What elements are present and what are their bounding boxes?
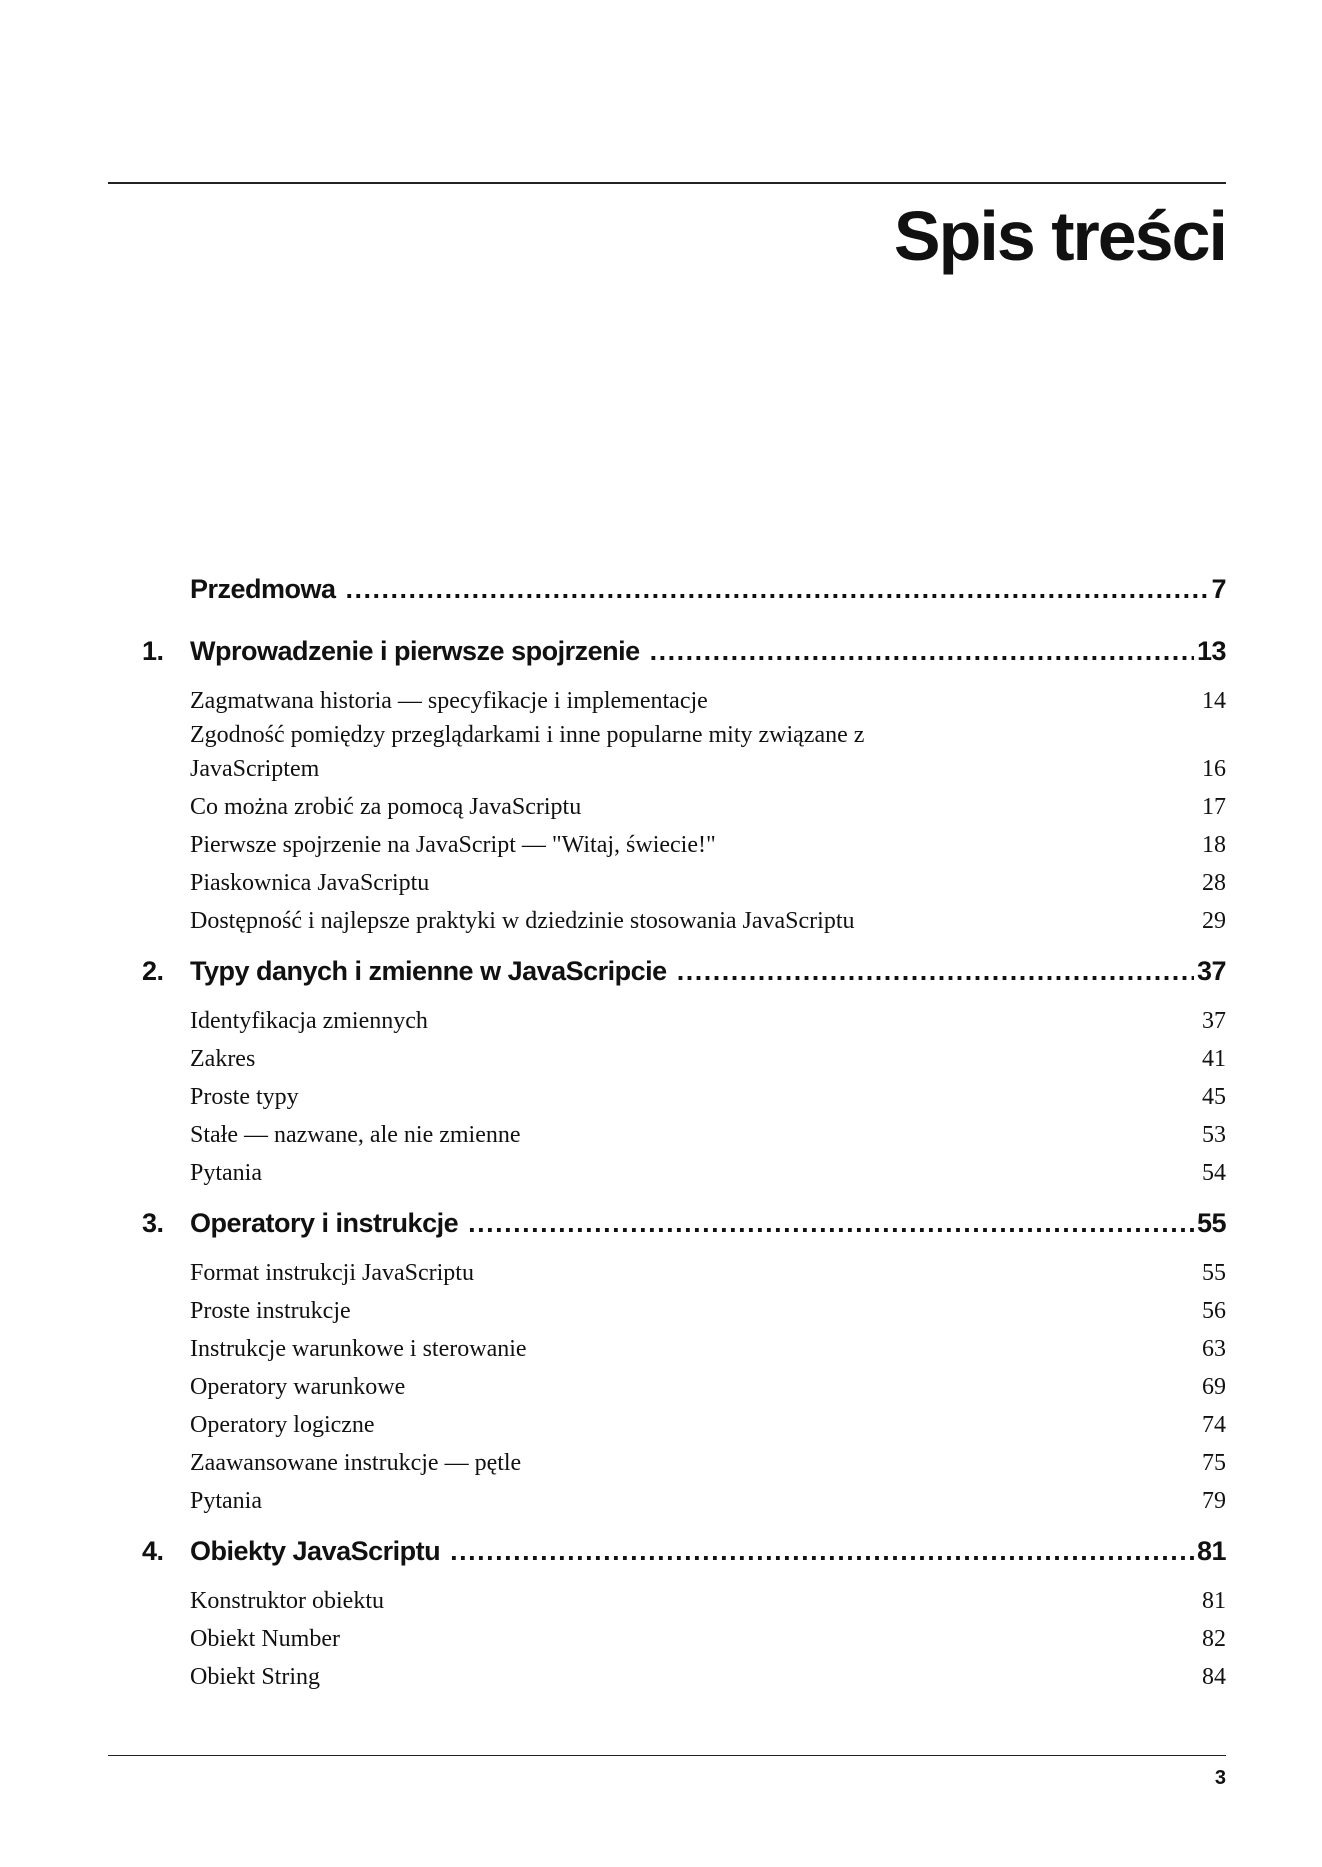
dot-leader — [346, 574, 1209, 605]
entry-page-number: 69 — [1202, 1374, 1226, 1400]
entry-page-number: 79 — [1202, 1488, 1226, 1514]
toc-entry[interactable] — [190, 1480, 1226, 1518]
toc-entry[interactable] — [190, 680, 1226, 718]
entry-title: Proste instrukcje — [190, 1298, 351, 1324]
toc-chapter-3 — [142, 1208, 1226, 1518]
entry-page-number: 81 — [1202, 1588, 1226, 1614]
chapter-page-number: 55 — [1196, 1208, 1226, 1238]
chapter-number: 3. — [142, 1208, 164, 1238]
section-list — [142, 1000, 1226, 1190]
chapter-number: 1. — [142, 636, 164, 666]
entry-title: Obiekt Number — [190, 1626, 340, 1652]
chapter-heading[interactable] — [142, 956, 1226, 1000]
toc-entry[interactable] — [190, 900, 1226, 938]
entry-title: Dostępność i najlepsze praktyki w dziedzinie stosowania JavaScriptu — [190, 908, 855, 934]
entry-title: Operatory warunkowe — [190, 1374, 406, 1400]
toc-entry[interactable] — [190, 1328, 1226, 1366]
entry-title: Zakres — [190, 1046, 256, 1072]
entry-page-number: 82 — [1202, 1626, 1226, 1652]
entry-page-number: 41 — [1202, 1046, 1226, 1072]
section-list — [142, 680, 1226, 938]
toc-entry[interactable] — [190, 1618, 1226, 1656]
entry-page-number: 17 — [1202, 794, 1226, 820]
dot-leader — [650, 636, 1194, 667]
entry-title: Identyfikacja zmiennych — [190, 1008, 428, 1034]
toc-entry[interactable] — [190, 786, 1226, 824]
table-of-contents — [142, 574, 1226, 1712]
section-list — [142, 1252, 1226, 1518]
toc-chapter-1 — [142, 636, 1226, 938]
chapter-heading[interactable] — [142, 1208, 1226, 1252]
entry-title: Konstruktor obiektu — [190, 1588, 384, 1614]
chapter-heading[interactable] — [142, 574, 1226, 618]
entry-page-number: 54 — [1202, 1160, 1226, 1186]
chapter-title: Obiekty JavaScriptu — [190, 1536, 441, 1566]
entry-page-number: 18 — [1202, 832, 1226, 858]
entry-title: Zagmatwana historia — specyfikacje i implementacje — [190, 688, 708, 714]
bottom-rule — [108, 1755, 1226, 1756]
entry-page-number: 53 — [1202, 1122, 1226, 1148]
entry-title: Co można zrobić za pomocą JavaScriptu — [190, 794, 582, 820]
toc-entry[interactable] — [190, 862, 1226, 900]
chapter-title: Operatory i instrukcje — [190, 1208, 459, 1238]
chapter-title: Wprowadzenie i pierwsze spojrzenie — [190, 636, 640, 666]
toc-entry[interactable] — [190, 1038, 1226, 1076]
top-rule — [108, 182, 1226, 184]
chapter-title: Typy danych i zmienne w JavaScripcie — [190, 956, 667, 986]
toc-chapter-preface — [142, 574, 1226, 618]
toc-entry[interactable] — [190, 1404, 1226, 1442]
entry-title: Operatory logiczne — [190, 1412, 375, 1438]
entry-page-number: 29 — [1202, 908, 1226, 934]
chapter-page-number: 13 — [1196, 636, 1226, 666]
toc-entry[interactable] — [190, 1366, 1226, 1404]
toc-chapter-4 — [142, 1536, 1226, 1694]
page-number: 3 — [1214, 1767, 1226, 1789]
entry-title: Pytania — [190, 1160, 262, 1186]
entry-page-number: 75 — [1202, 1450, 1226, 1476]
entry-title: Proste typy — [190, 1084, 299, 1110]
toc-entry[interactable] — [190, 1114, 1226, 1152]
chapter-page-number: 81 — [1196, 1536, 1226, 1566]
toc-entry[interactable] — [190, 1076, 1226, 1114]
entry-page-number: 45 — [1202, 1084, 1226, 1110]
chapter-page-number: 37 — [1196, 956, 1226, 986]
entry-title: Piaskownica JavaScriptu — [190, 870, 430, 896]
entry-page-number: 74 — [1202, 1412, 1226, 1438]
chapter-page-number: 7 — [1211, 574, 1226, 604]
entry-title: Format instrukcji JavaScriptu — [190, 1260, 474, 1286]
entry-title: Stałe — nazwane, ale nie zmienne — [190, 1122, 521, 1148]
entry-title: Zgodność pomiędzy przeglądarkami i inne popularne mity związane z JavaScriptem — [190, 722, 865, 782]
dot-leader — [468, 1208, 1194, 1239]
chapter-title: Przedmowa — [190, 574, 336, 604]
entry-page-number: 28 — [1202, 870, 1226, 896]
entry-page-number: 37 — [1202, 1008, 1226, 1034]
chapter-number: 4. — [142, 1536, 164, 1566]
entry-title: Zaawansowane instrukcje — pętle — [190, 1450, 522, 1476]
entry-title: Pytania — [190, 1488, 262, 1514]
entry-page-number: 56 — [1202, 1298, 1226, 1324]
chapter-number: 2. — [142, 956, 164, 986]
toc-entry[interactable] — [190, 1152, 1226, 1190]
dot-leader — [450, 1536, 1194, 1567]
dot-leader — [677, 956, 1194, 987]
entry-page-number: 84 — [1202, 1664, 1226, 1690]
entry-title: Instrukcje warunkowe i sterowanie — [190, 1336, 527, 1362]
toc-entry[interactable] — [190, 718, 1226, 786]
entry-page-number: 63 — [1202, 1336, 1226, 1362]
toc-entry[interactable] — [190, 1580, 1226, 1618]
chapter-heading[interactable] — [142, 1536, 1226, 1580]
page-title: Spis treści — [893, 197, 1226, 275]
toc-entry[interactable] — [190, 1442, 1226, 1480]
entry-title: Pierwsze spojrzenie na JavaScript — "Witaj, świecie!" — [190, 832, 716, 858]
toc-entry[interactable] — [190, 1290, 1226, 1328]
entry-title: Obiekt String — [190, 1664, 320, 1690]
entry-page-number: 55 — [1202, 1260, 1226, 1286]
section-list — [142, 1580, 1226, 1694]
toc-chapter-2 — [142, 956, 1226, 1190]
toc-entry[interactable] — [190, 824, 1226, 862]
entry-page-number: 14 — [1202, 688, 1226, 714]
entry-page-number: 16 — [1202, 756, 1226, 782]
toc-entry[interactable] — [190, 1656, 1226, 1694]
chapter-heading[interactable] — [142, 636, 1226, 680]
toc-entry[interactable] — [190, 1252, 1226, 1290]
toc-entry[interactable] — [190, 1000, 1226, 1038]
